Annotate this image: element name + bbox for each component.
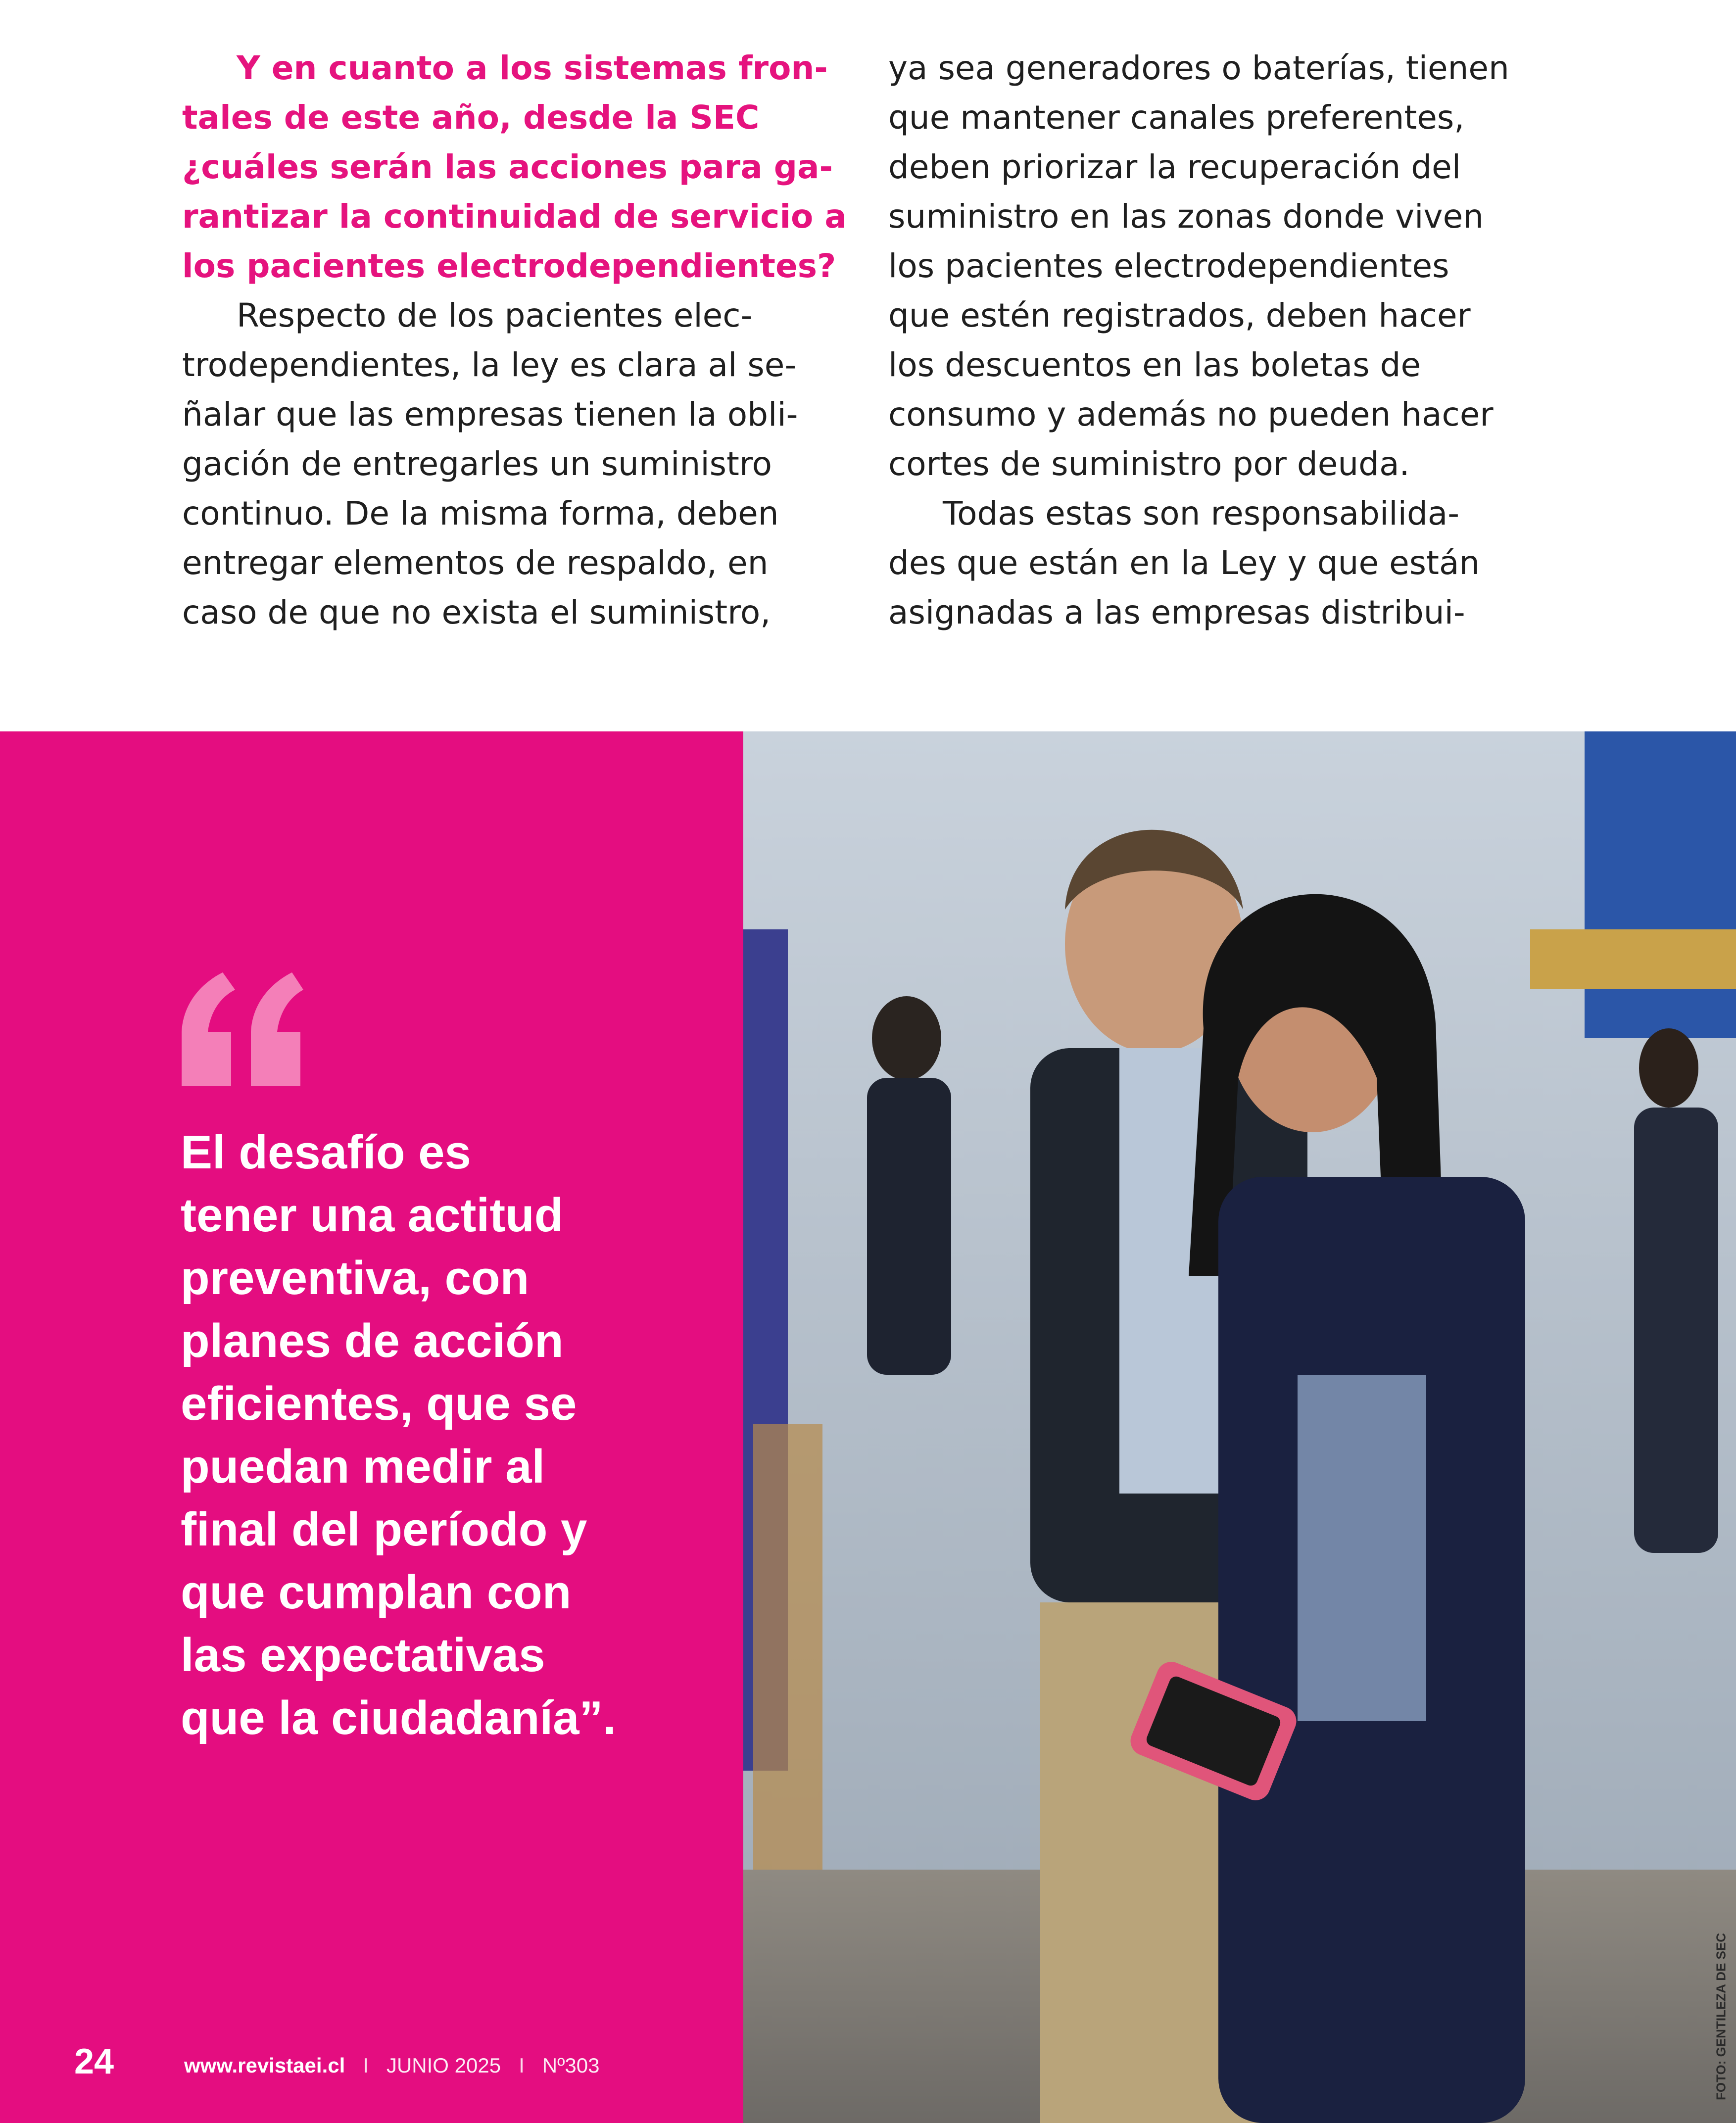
body-line: Todas estas son responsabilida- [943, 494, 1460, 532]
article-photo [743, 731, 1736, 2123]
photo-credit: FOTO: GENTILEZA DE SEC [1713, 1932, 1729, 2101]
pull-quote-line: que cumplan con [181, 1566, 572, 1619]
pull-quote [181, 1121, 725, 1749]
body-line: consumo y además no pueden hacer [888, 395, 1494, 434]
pull-quote-line: puedan medir al [181, 1440, 545, 1493]
pull-quote-line: final del período y [181, 1503, 587, 1556]
question-line: rantizar la continuidad de servicio a [182, 197, 847, 236]
answer-line: ñalar que las empresas tienen la obli- [182, 395, 798, 434]
quote-mark-icon [176, 967, 304, 1091]
pull-quote-line: que la ciudadanía”. [181, 1691, 617, 1744]
pull-quote-line: El desafío es [181, 1126, 471, 1179]
body-line: des que están en la Ley y que están [888, 544, 1480, 582]
footer-website[interactable]: www.revistaei.cl [184, 2054, 345, 2077]
answer-line: trodependientes, la ley es clara al se- [182, 346, 797, 384]
question-line: tales de este año, desde la SEC [182, 98, 760, 137]
footer-issue-date: JUNIO 2025 [386, 2054, 501, 2077]
body-line: que estén registrados, deben hacer [888, 296, 1471, 335]
footer [184, 2054, 599, 2077]
page-number: 24 [74, 2042, 114, 2081]
body-line: ya sea generadores o baterías, tienen [888, 49, 1509, 87]
pull-quote-line: preventiva, con [181, 1252, 530, 1304]
left-text-column [182, 44, 847, 637]
body-line: asignadas a las empresas distribui- [888, 593, 1465, 631]
footer-issue-number: Nº303 [542, 2054, 600, 2077]
body-line: que mantener canales preferentes, [888, 98, 1465, 137]
body-line: suministro en las zonas donde viven [888, 197, 1484, 236]
answer-line: entregar elementos de respaldo, en [182, 544, 769, 582]
answer-line: continuo. De la misma forma, deben [182, 494, 779, 532]
pull-quote-line: eficientes, que se [181, 1377, 577, 1430]
pull-quote-line: las expectativas [181, 1629, 545, 1682]
body-line: cortes de suministro por deuda. [888, 445, 1410, 483]
right-text-column [888, 44, 1561, 637]
question-line: ¿cuáles serán las acciones para ga- [182, 148, 833, 186]
answer-line: Respecto de los pacientes elec- [237, 296, 753, 335]
answer-line: caso de que no exista el suministro, [182, 593, 771, 631]
body-line: los pacientes electrodependientes [888, 247, 1449, 285]
answer-line: gación de entregarles un suministro [182, 445, 772, 483]
pull-quote-line: planes de acción [181, 1314, 564, 1367]
footer-separator: I [363, 2054, 369, 2077]
question-line: Y en cuanto a los sistemas fron- [237, 49, 828, 87]
body-line: los descuentos en las boletas de [888, 346, 1421, 384]
body-line: deben priorizar la recuperación del [888, 148, 1461, 186]
pull-quote-line: tener una actitud [181, 1189, 564, 1242]
question-line: los pacientes electrodependientes? [182, 247, 836, 285]
footer-separator: I [519, 2054, 525, 2077]
